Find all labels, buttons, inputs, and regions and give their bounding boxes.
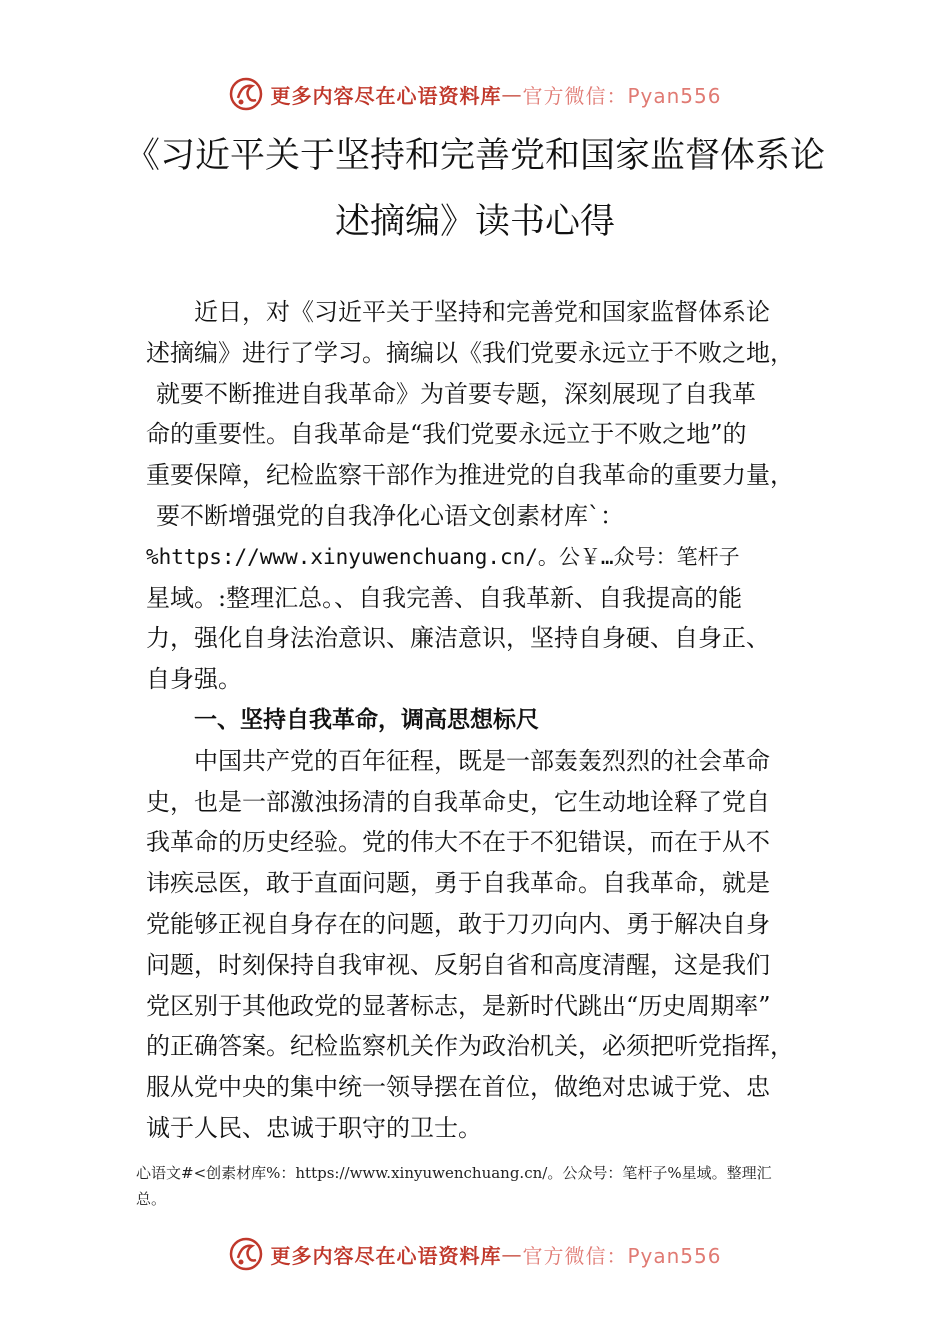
text-line: 命的重要性。自我革命是“我们党要永远立于不败之地”的 [146,420,747,449]
brand-logo-icon [228,1236,264,1272]
text-line: 自身强。 [146,665,242,694]
text-line: 的正确答案。纪检监察机关作为政治机关，必须把听党指挥， [146,1032,794,1061]
banner-wechat: 官方微信：Pyan556 [522,83,722,108]
text-line: 述摘编》进行了学习。摘编以《我们党要永远立于不败之地， [146,338,794,367]
text-line: 我革命的历史经验。党的伟大不在于不犯错误，而在于从不 [146,828,770,857]
footnote-line-1: 心语文#<创素材库%：https://www.xinyuwenchuang.cn/。公众号：笔杆子%星域。整理汇 [136,1164,772,1182]
header-banner [0,72,950,116]
section-heading: 一、坚持自我革命，调高思想标尺 [194,706,539,733]
footer-banner [0,1232,950,1276]
text-line: 就要不断推进自我革命》为首要专题，深刻展现了自我革 [156,379,756,408]
text-line: 诚于人民、忠诚于职守的卫士。 [146,1113,482,1142]
text-line: 党能够正视自身存在的问题，敢于刀刃向内、勇于解决自身 [146,909,770,938]
text-line: 党区别于其他政党的显著标志，是新时代跳出“历史周期率” [146,991,771,1020]
brand-logo-icon [228,76,264,112]
text-line: 问题，时刻保持自我审视、反躬自省和高度清醒，这是我们 [146,950,770,979]
text-line: 要不断增强党的自我净化心语文创素材库`： [156,501,624,530]
text-line: 服从党中央的集中统一领导摆在首位，做绝对忠诚于党、忠 [146,1073,770,1102]
banner-wechat: 官方微信：Pyan556 [522,1243,722,1268]
text-line: 中国共产党的百年征程，既是一部轰轰烈烈的社会革命 [194,746,770,775]
footnote-line-2: 总。 [136,1190,167,1208]
footnote [136,1160,826,1212]
banner-separator: — [501,1242,523,1266]
text-line: 力，强化自身法治意识、廉洁意识，坚持自身硬、自身正、 [146,624,770,653]
text-line: 重要保障，纪检监察干部作为推进党的自我革命的重要力量， [146,461,794,490]
document-body [146,292,826,1149]
text-line: 讳疾忌医，敢于直面问题，勇于自我革命。自我革命，就是 [146,869,770,898]
text-line: %https://www.xinyuwenchuang.cn/。公￥…众号：笔杆子 [146,544,740,569]
document-title-line-1: 《习近平关于坚持和完善党和国家监督体系论 [124,136,825,176]
intro-paragraph [146,292,826,700]
banner-brand: 更多内容尽在心语资料库 [270,83,502,108]
text-line: 星域。:整理汇总。、自我完善、自我革新、自我提高的能 [146,583,743,612]
banner-separator: — [501,82,523,106]
document-title-line-2: 述摘编》读书心得 [334,202,615,242]
banner-brand: 更多内容尽在心语资料库 [270,1243,502,1268]
text-line: 近日，对《习近平关于坚持和完善党和国家监督体系论 [194,298,770,326]
section-paragraph [146,741,826,1149]
text-line: 史，也是一部激浊扬清的自我革命史，它生动地诠释了党自 [146,787,770,816]
